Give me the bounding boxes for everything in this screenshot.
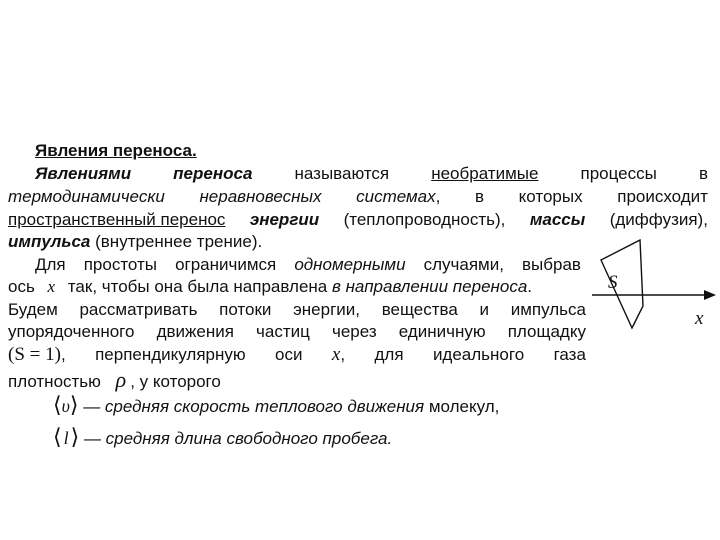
definition-mean-speed	[53, 392, 499, 420]
symbol-x: x	[331, 344, 341, 365]
symbol-rho: ρ	[115, 367, 127, 392]
x-axis-arrowhead	[704, 290, 716, 300]
word-spatial-transfer: пространственный перенос	[8, 210, 226, 229]
paragraph-1-line-3	[8, 210, 708, 230]
paragraph-1-line-2	[8, 187, 708, 207]
word: частиц	[256, 322, 310, 341]
term-transport-phenomena: Явлениями	[35, 164, 132, 183]
word: выбрав	[522, 255, 581, 274]
word: плотностью	[8, 372, 101, 391]
word: (внутреннее трение).	[90, 232, 263, 251]
word: системах	[356, 187, 436, 206]
word: для	[374, 345, 404, 364]
page-title: Явления переноса.	[35, 141, 197, 160]
comma: ,	[435, 187, 441, 206]
axis-label-x: x	[695, 308, 704, 329]
word-irreversible: необратимые	[431, 164, 539, 183]
comma: ,	[60, 345, 66, 364]
word: единичную	[398, 322, 486, 341]
word: перпендикулярную	[95, 345, 246, 364]
word: идеального	[432, 345, 525, 364]
word: упорядоченного	[8, 322, 135, 341]
term-transport: переноса	[173, 164, 253, 183]
paragraph-2-line-6	[8, 368, 221, 394]
word: оси	[275, 345, 303, 364]
paragraph-1-line-1	[35, 164, 708, 184]
formula-unit-area: (S = 1)	[8, 344, 61, 365]
angle-bracket-left: ⟨	[53, 392, 62, 417]
word: потоки	[219, 300, 272, 319]
definition-text: — средняя длина свободного пробега.	[83, 429, 393, 448]
term-momentum: импульса	[8, 232, 91, 251]
angle-bracket-right: ⟩	[70, 424, 80, 449]
angle-bracket-right: ⟩	[69, 392, 79, 417]
word: простоты	[83, 255, 157, 274]
definition-text-tail: молекул,	[424, 397, 500, 416]
definition-text: — средняя скорость теплового движения	[83, 397, 425, 416]
paragraph-1-line-4	[8, 232, 262, 252]
symbol-l: l	[63, 428, 69, 448]
transfer-plane-diagram	[592, 238, 717, 336]
paragraph-2-line-5	[8, 343, 586, 367]
word: и	[479, 300, 490, 319]
word: которых	[518, 187, 583, 206]
word-group	[332, 343, 345, 367]
word: неравновесных	[199, 187, 322, 206]
word: процессы	[580, 164, 657, 183]
word: так, чтобы она была направлена	[67, 277, 328, 296]
definition-mean-free-path	[53, 424, 392, 452]
paragraph-2-line-3	[8, 300, 586, 320]
word: энергии,	[293, 300, 360, 319]
plane-label-s: S	[608, 272, 618, 293]
word: движения	[156, 322, 234, 341]
period: .	[527, 277, 533, 296]
paragraph-2-line-1	[35, 255, 581, 275]
word: , у которого	[130, 372, 221, 391]
word: случаями,	[423, 255, 504, 274]
term-energy: энергии	[249, 210, 320, 229]
word-group	[8, 343, 66, 367]
word: (теплопроводность),	[343, 210, 506, 229]
word: термодинамически	[8, 187, 165, 206]
symbol-x: x	[47, 277, 56, 296]
word: газа	[553, 345, 586, 364]
word: через	[331, 322, 377, 341]
word: вещества	[381, 300, 458, 319]
word: рассматривать	[79, 300, 198, 319]
word: в	[475, 187, 485, 206]
phrase-transfer-direction: в направлении переноса	[331, 277, 528, 296]
word-group	[356, 187, 440, 207]
word: Будем	[8, 300, 58, 319]
word-one-dimensional: одномерными	[294, 255, 406, 274]
word: происходит	[617, 187, 708, 206]
comma: ,	[340, 345, 346, 364]
word: называются	[294, 164, 390, 183]
word: в	[698, 164, 708, 183]
symbol-upsilon: υ	[61, 396, 70, 416]
word: (диффузия),	[609, 210, 708, 229]
paragraph-2-line-2	[8, 277, 532, 297]
word: ограничимся	[175, 255, 277, 274]
term-mass: массы	[529, 210, 586, 229]
word: импульса	[510, 300, 586, 319]
paragraph-2-line-4	[8, 322, 586, 342]
word: Для	[35, 255, 66, 274]
word: площадку	[507, 322, 586, 341]
word: ось	[8, 277, 35, 296]
angle-bracket-left: ⟨	[53, 424, 62, 449]
